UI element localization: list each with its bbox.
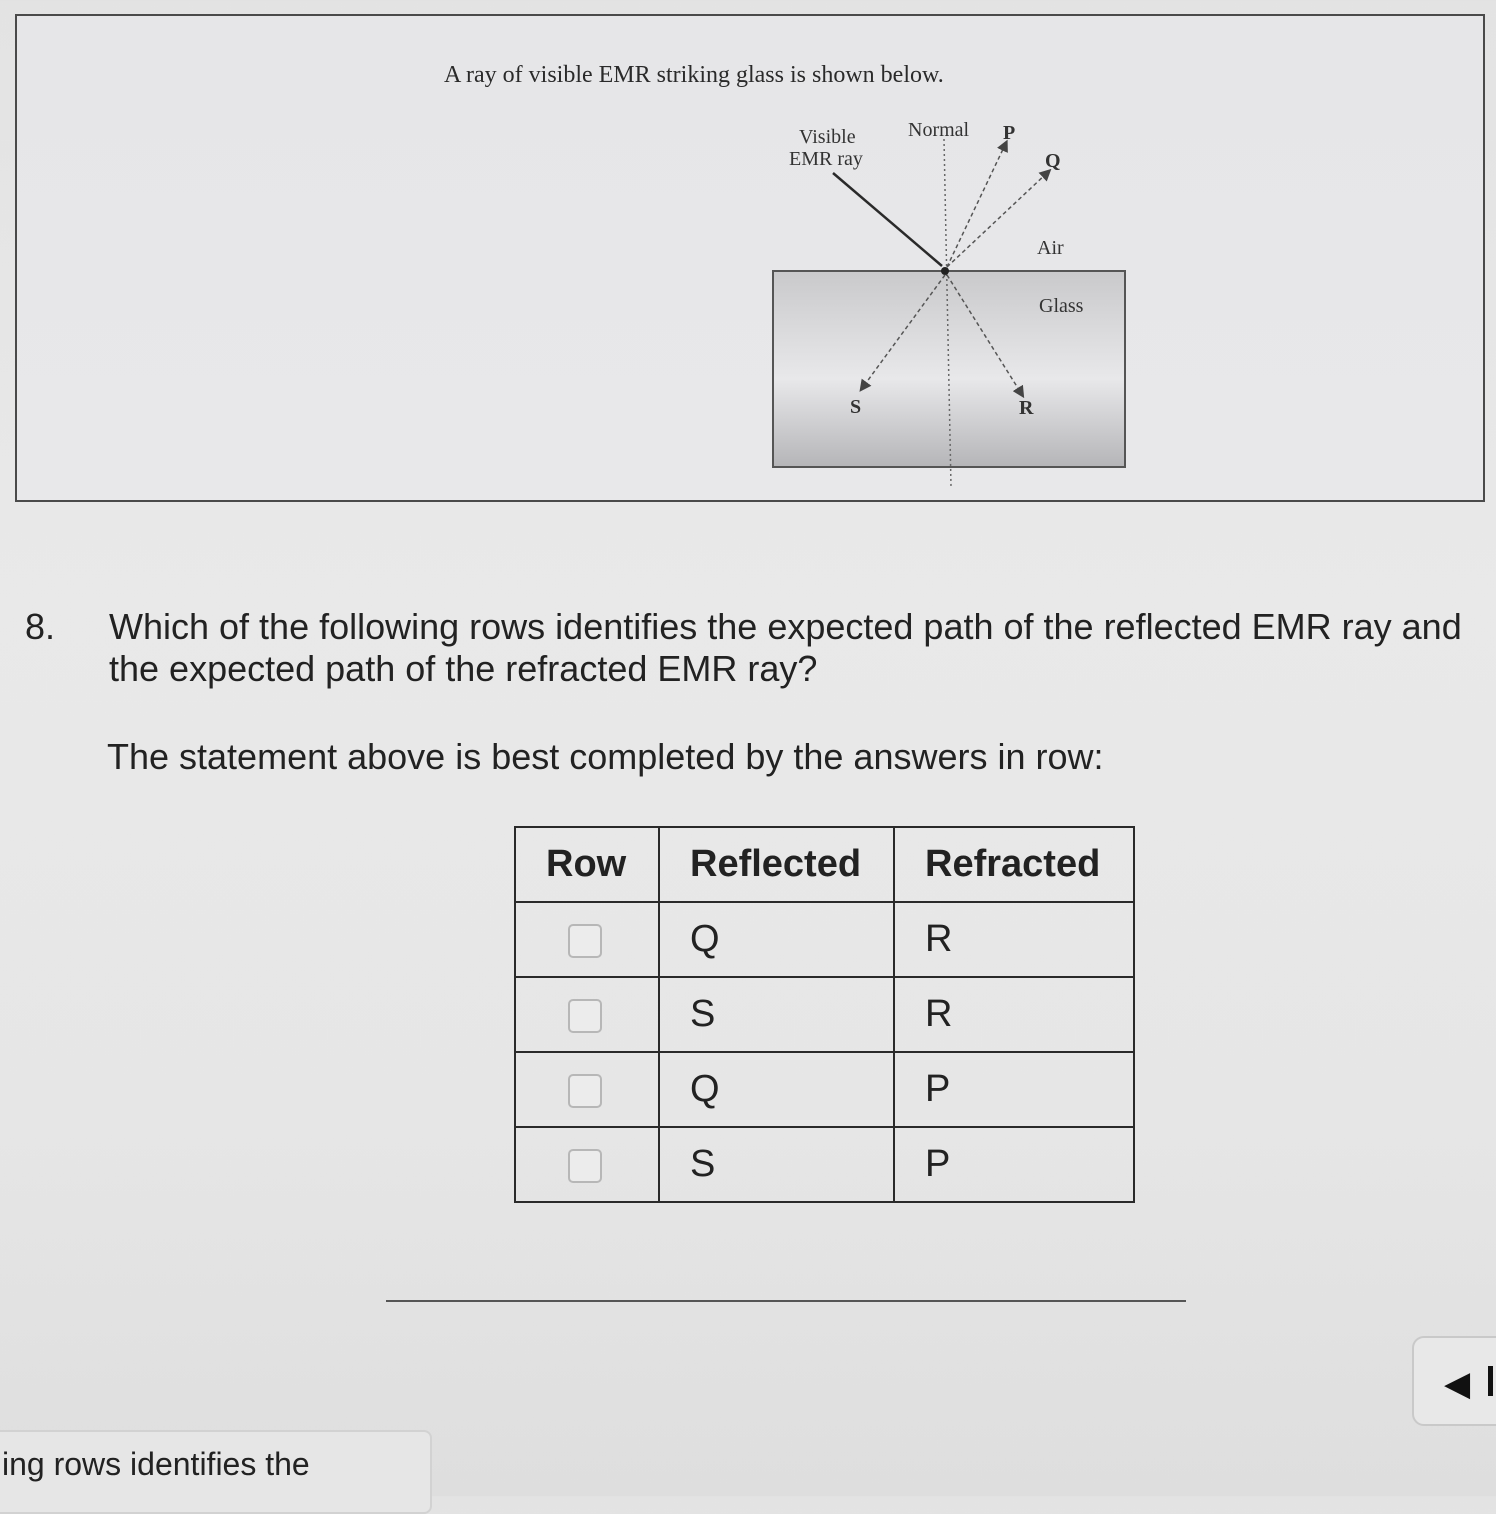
- table-row: [515, 1052, 1134, 1127]
- answer-table: [514, 826, 1135, 1203]
- refracted-cell: R: [894, 977, 1134, 1052]
- reflected-cell: Q: [659, 1052, 894, 1127]
- row-checkbox-cell[interactable]: [515, 902, 659, 977]
- ray-p: [947, 145, 1005, 267]
- refraction-diagram: [757, 111, 1147, 491]
- question-number: 8.: [25, 606, 56, 647]
- label-emr-ray: EMR ray: [789, 148, 863, 170]
- answer-checkbox[interactable]: [568, 1149, 602, 1183]
- reflected-cell: S: [659, 977, 894, 1052]
- row-checkbox-cell[interactable]: [515, 977, 659, 1052]
- triangle-left-icon: ◀: [1444, 1365, 1471, 1403]
- stimulus-caption: A ray of visible EMR striking glass is shown below.: [444, 62, 944, 88]
- header-row: Row: [515, 827, 659, 902]
- refracted-cell: P: [894, 1052, 1134, 1127]
- divider-line: [386, 1300, 1186, 1302]
- answer-checkbox[interactable]: [568, 1074, 602, 1108]
- table-row: [515, 977, 1134, 1052]
- answer-checkbox[interactable]: [568, 999, 602, 1033]
- label-air: Air: [1037, 237, 1064, 259]
- label-visible: Visible: [799, 126, 856, 148]
- incident-ray: [833, 173, 942, 266]
- refracted-cell: R: [894, 902, 1134, 977]
- label-p: P: [1003, 122, 1016, 144]
- row-checkbox-cell[interactable]: [515, 1052, 659, 1127]
- answer-checkbox[interactable]: [568, 924, 602, 958]
- reflected-cell: Q: [659, 902, 894, 977]
- stimulus-box: [15, 14, 1485, 502]
- label-r: R: [1019, 397, 1034, 419]
- previous-button[interactable]: [1412, 1336, 1496, 1426]
- question-prompt: The statement above is best completed by the answers in row:: [107, 736, 1104, 777]
- row-checkbox-cell[interactable]: [515, 1127, 659, 1202]
- bar-icon: [1488, 1366, 1493, 1396]
- label-glass: Glass: [1039, 295, 1084, 317]
- table-row: [515, 1127, 1134, 1202]
- header-reflected: Reflected: [659, 827, 894, 902]
- header-refracted: Refracted: [894, 827, 1134, 902]
- table-row: [515, 902, 1134, 977]
- label-normal: Normal: [908, 119, 970, 141]
- question-text: Which of the following rows identifies the expected path of the reflected EMR ray and the expected path of the refracted EMR ray?: [109, 606, 1462, 689]
- table-header-row: [515, 827, 1134, 902]
- refracted-cell: P: [894, 1127, 1134, 1202]
- label-q: Q: [1045, 150, 1061, 172]
- label-s: S: [850, 396, 862, 418]
- incidence-point: [941, 267, 949, 275]
- side-panel-text: ing rows identifies the: [2, 1446, 310, 1482]
- side-panel[interactable]: [0, 1430, 432, 1514]
- reflected-cell: S: [659, 1127, 894, 1202]
- ray-q: [947, 173, 1047, 267]
